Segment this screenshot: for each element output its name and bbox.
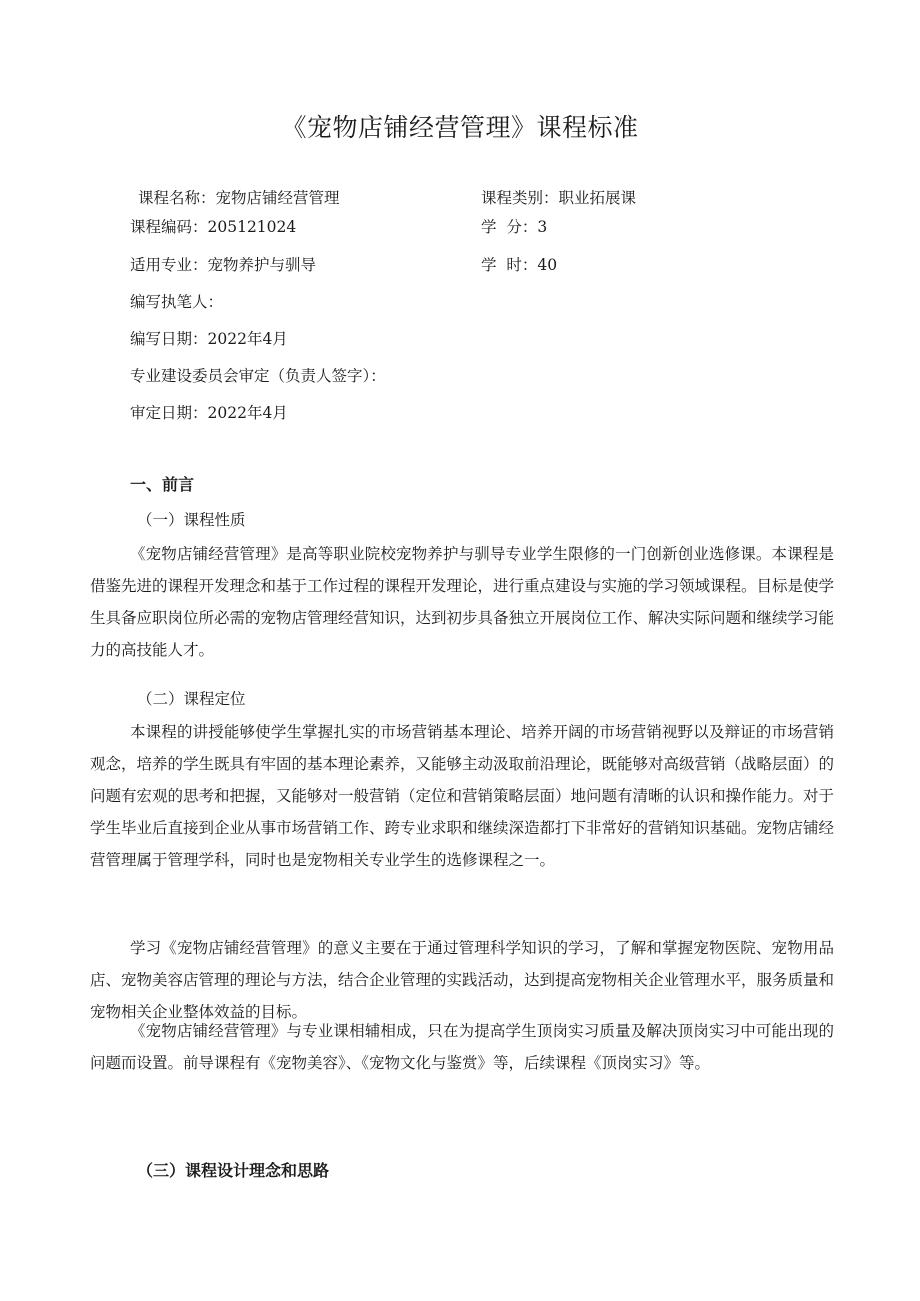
author-label: 编写执笔人： bbox=[130, 293, 224, 311]
course-code: 课程编码：205121024 bbox=[130, 218, 297, 236]
paragraph-position-1: 本课程的讲授能够使学生掌握扎实的市场营销基本理论、培养开阔的市场营销视野以及辩证的市场营销观念，培养的学生既具有牢固的基本理论素养，又能够主动汲取前沿理论，既能够对高级营销（战略层面）的问题有宏观的思考和把握，又能够对一般营销（定位和营销策略层面）地问题有清晰的认识和操作能力。对于学生毕业后直接到企业从事市场营销工作、跨专业求职和继续深造都打下非常好的营销知识基础。宠物店铺经营管理属于管理学科，同时也是宠物相关专业学生的选修课程之一。 bbox=[90, 723, 835, 869]
applicable-major: 适用专业：宠物养护与驯导 bbox=[130, 256, 317, 274]
paragraph-position-3: 《宠物店铺经营管理》与专业课相辅相成，只在为提高学生顶岗实习质量及解决顶岗实习中可能出现的问题而设置。前导课程有《宠物美容》、《宠物文化与鉴赏》等，后续课程《顶岗实习》等。 bbox=[90, 1022, 834, 1072]
section-heading-intro: 一、前言 bbox=[130, 475, 195, 494]
course-type: 课程类别：职业拓展课 bbox=[481, 189, 637, 207]
course-credit: 学 分：3 bbox=[481, 218, 548, 236]
paragraph-position-2: 学习《宠物店铺经营管理》的意义主要在于通过管理科学知识的学习，了解和掌握宠物医院、宠物用品店、宠物美容店管理的理论与方法，结合企业管理的实践活动，达到提高宠物相关企业管理水平，服务质量和宠物相关企业整体效益的目标。 bbox=[90, 939, 835, 1021]
review-date: 审定日期：2022年4月 bbox=[130, 404, 288, 422]
subsection-heading-design: （三）课程设计理念和思路 bbox=[137, 1161, 330, 1180]
subsection-heading-position: （二）课程定位 bbox=[137, 690, 246, 708]
subsection-heading-nature: （一）课程性质 bbox=[137, 511, 246, 529]
course-hours: 学 时：40 bbox=[481, 256, 558, 274]
document-title: 《宠物店铺经营管理》课程标准 bbox=[281, 113, 639, 142]
write-date: 编写日期：2022年4月 bbox=[130, 330, 288, 348]
review-signature: 专业建设委员会审定（负责人签字）： bbox=[130, 367, 386, 385]
course-name: 课程名称：宠物店铺经营管理 bbox=[138, 189, 340, 207]
paragraph-nature: 《宠物店铺经营管理》是高等职业院校宠物养护与驯导专业学生限修的一门创新创业选修课。本课程是借鉴先进的课程开发理念和基于工作过程的课程开发理论，进行重点建设与实施的学习领域课程。目标是使学生具备应职岗位所必需的宠物店管理经营知识，达到初步具备独立开展岗位工作、解决实际问题和继续学习能力的高技能人才。 bbox=[90, 545, 835, 659]
